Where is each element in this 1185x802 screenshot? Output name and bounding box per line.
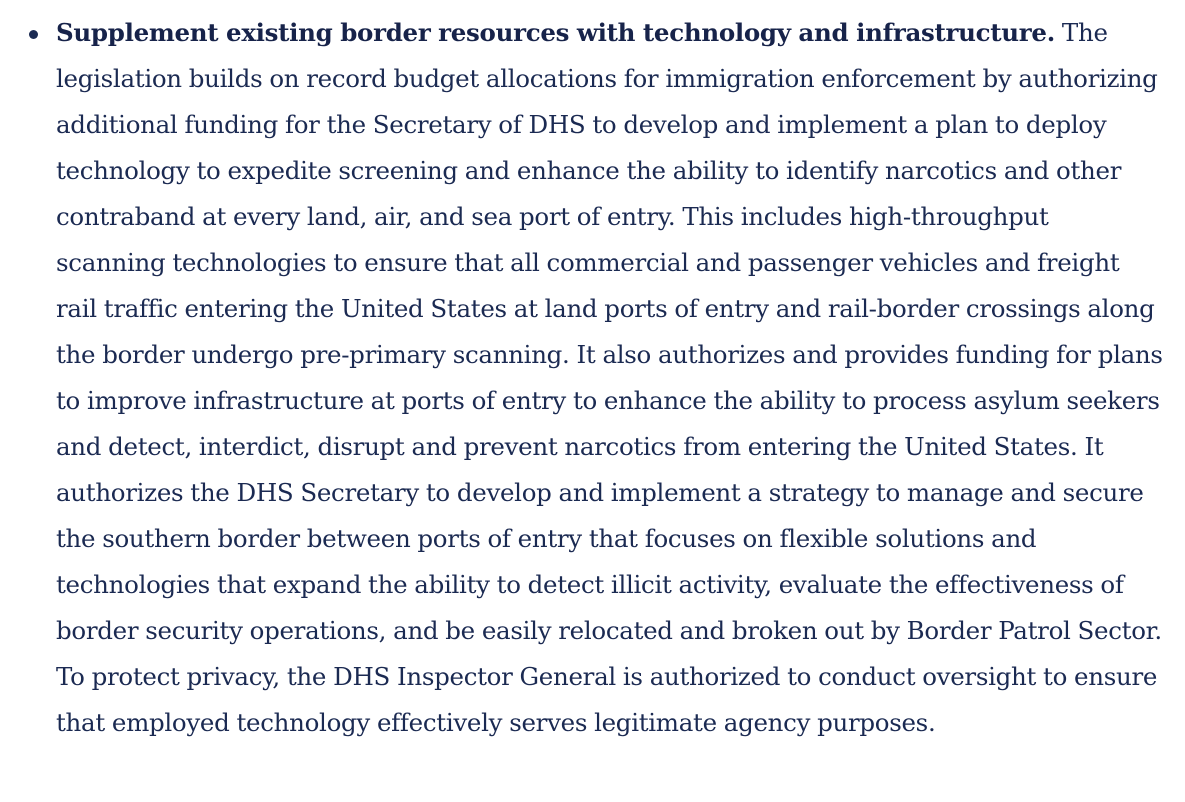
document-content [0, 10, 1185, 746]
list-item [56, 10, 1164, 746]
bullet-dot-icon [29, 30, 38, 39]
item-lead-text: Supplement existing border resources with technology and infrastructure. [56, 18, 1055, 47]
bullet-list [0, 10, 1185, 746]
item-body-text: The legislation builds on record budget allocations for immigration enforcement by authorizing additional funding for the Secretary of DHS to develop and implement a plan to deploy technology to expedite screening and enhance the ability to identify narcotics and other contraband at every land, air, and sea port of entry. This includes high-throughput scanning technologies to ensure that all commercial and passenger vehicles and freight rail traffic entering the United States at land ports of entry and rail-border crossings along the border undergo pre-primary scanning. It also authorizes and provides funding for plans to improve infrastructure at ports of entry to enhance the ability to process asylum seekers and detect, interdict, disrupt and prevent narcotics from entering the United States. It authorizes the DHS Secretary to develop and implement a strategy to manage and secure the southern border between ports of entry that focuses on flexible solutions and technologies that expand the ability to detect illicit activity, evaluate the effectiveness of border security operations, and be easily relocated and broken out by Border Patrol Sector. To protect privacy, the DHS Inspector General is authorized to conduct oversight to ensure that employed technology effectively serves legitimate agency purposes. [56, 18, 1163, 737]
